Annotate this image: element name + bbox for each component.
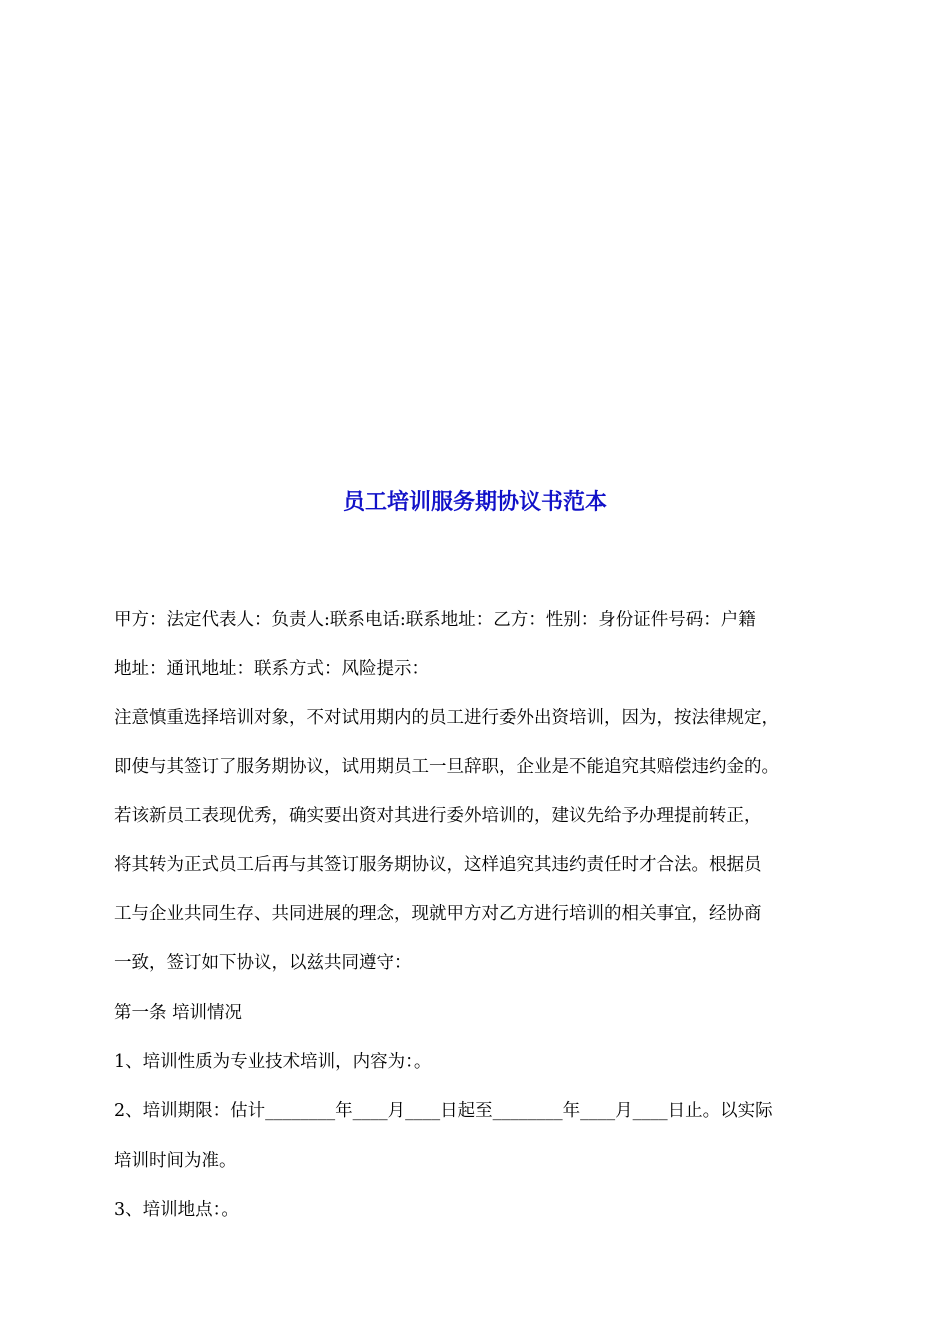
text-line-risk-4: 将其转为正式员工后再与其签订服务期协议，这样追究其违约责任时才合法。根据员 (114, 855, 762, 875)
clause-1-item-1: 1、培训性质为专业技术培训，内容为：。 (114, 1052, 432, 1072)
text-line-parties-1: 甲方：法定代表人：负责人:联系电话:联系地址：乙方：性别：身份证件号码：户籍 (114, 610, 756, 630)
text-line-risk-2: 即使与其签订了服务期协议，试用期员工一旦辞职，企业是不能追究其赔偿违约金的。 (114, 757, 779, 777)
text-line-parties-2: 地址：通讯地址：联系方式：风险提示： (114, 659, 429, 679)
document-title: 员工培训服务期协议书范本 (342, 490, 607, 515)
text-line-risk-3: 若该新员工表现优秀，确实要出资对其进行委外培训的，建议先给予办理提前转正， (114, 806, 762, 826)
clause-1-item-3: 3、培训地点：。 (114, 1200, 239, 1220)
text-line-risk-1: 注意慎重选择培训对象，不对试用期内的员工进行委外出资培训，因为，按法律规定， (114, 708, 779, 728)
article-heading-1: 第一条 培训情况 (114, 1003, 243, 1023)
clause-1-item-2: 2、培训期限：估计________年____月____日起至________年____月____日止。以实际 (114, 1101, 773, 1121)
clause-1-item-2-cont: 培训时间为准。 (114, 1151, 237, 1171)
text-line-risk-5: 工与企业共同生存、共同进展的理念，现就甲方对乙方进行培训的相关事宜，经协商 (114, 904, 762, 924)
text-line-risk-6: 一致，签订如下协议，以兹共同遵守： (114, 953, 412, 973)
